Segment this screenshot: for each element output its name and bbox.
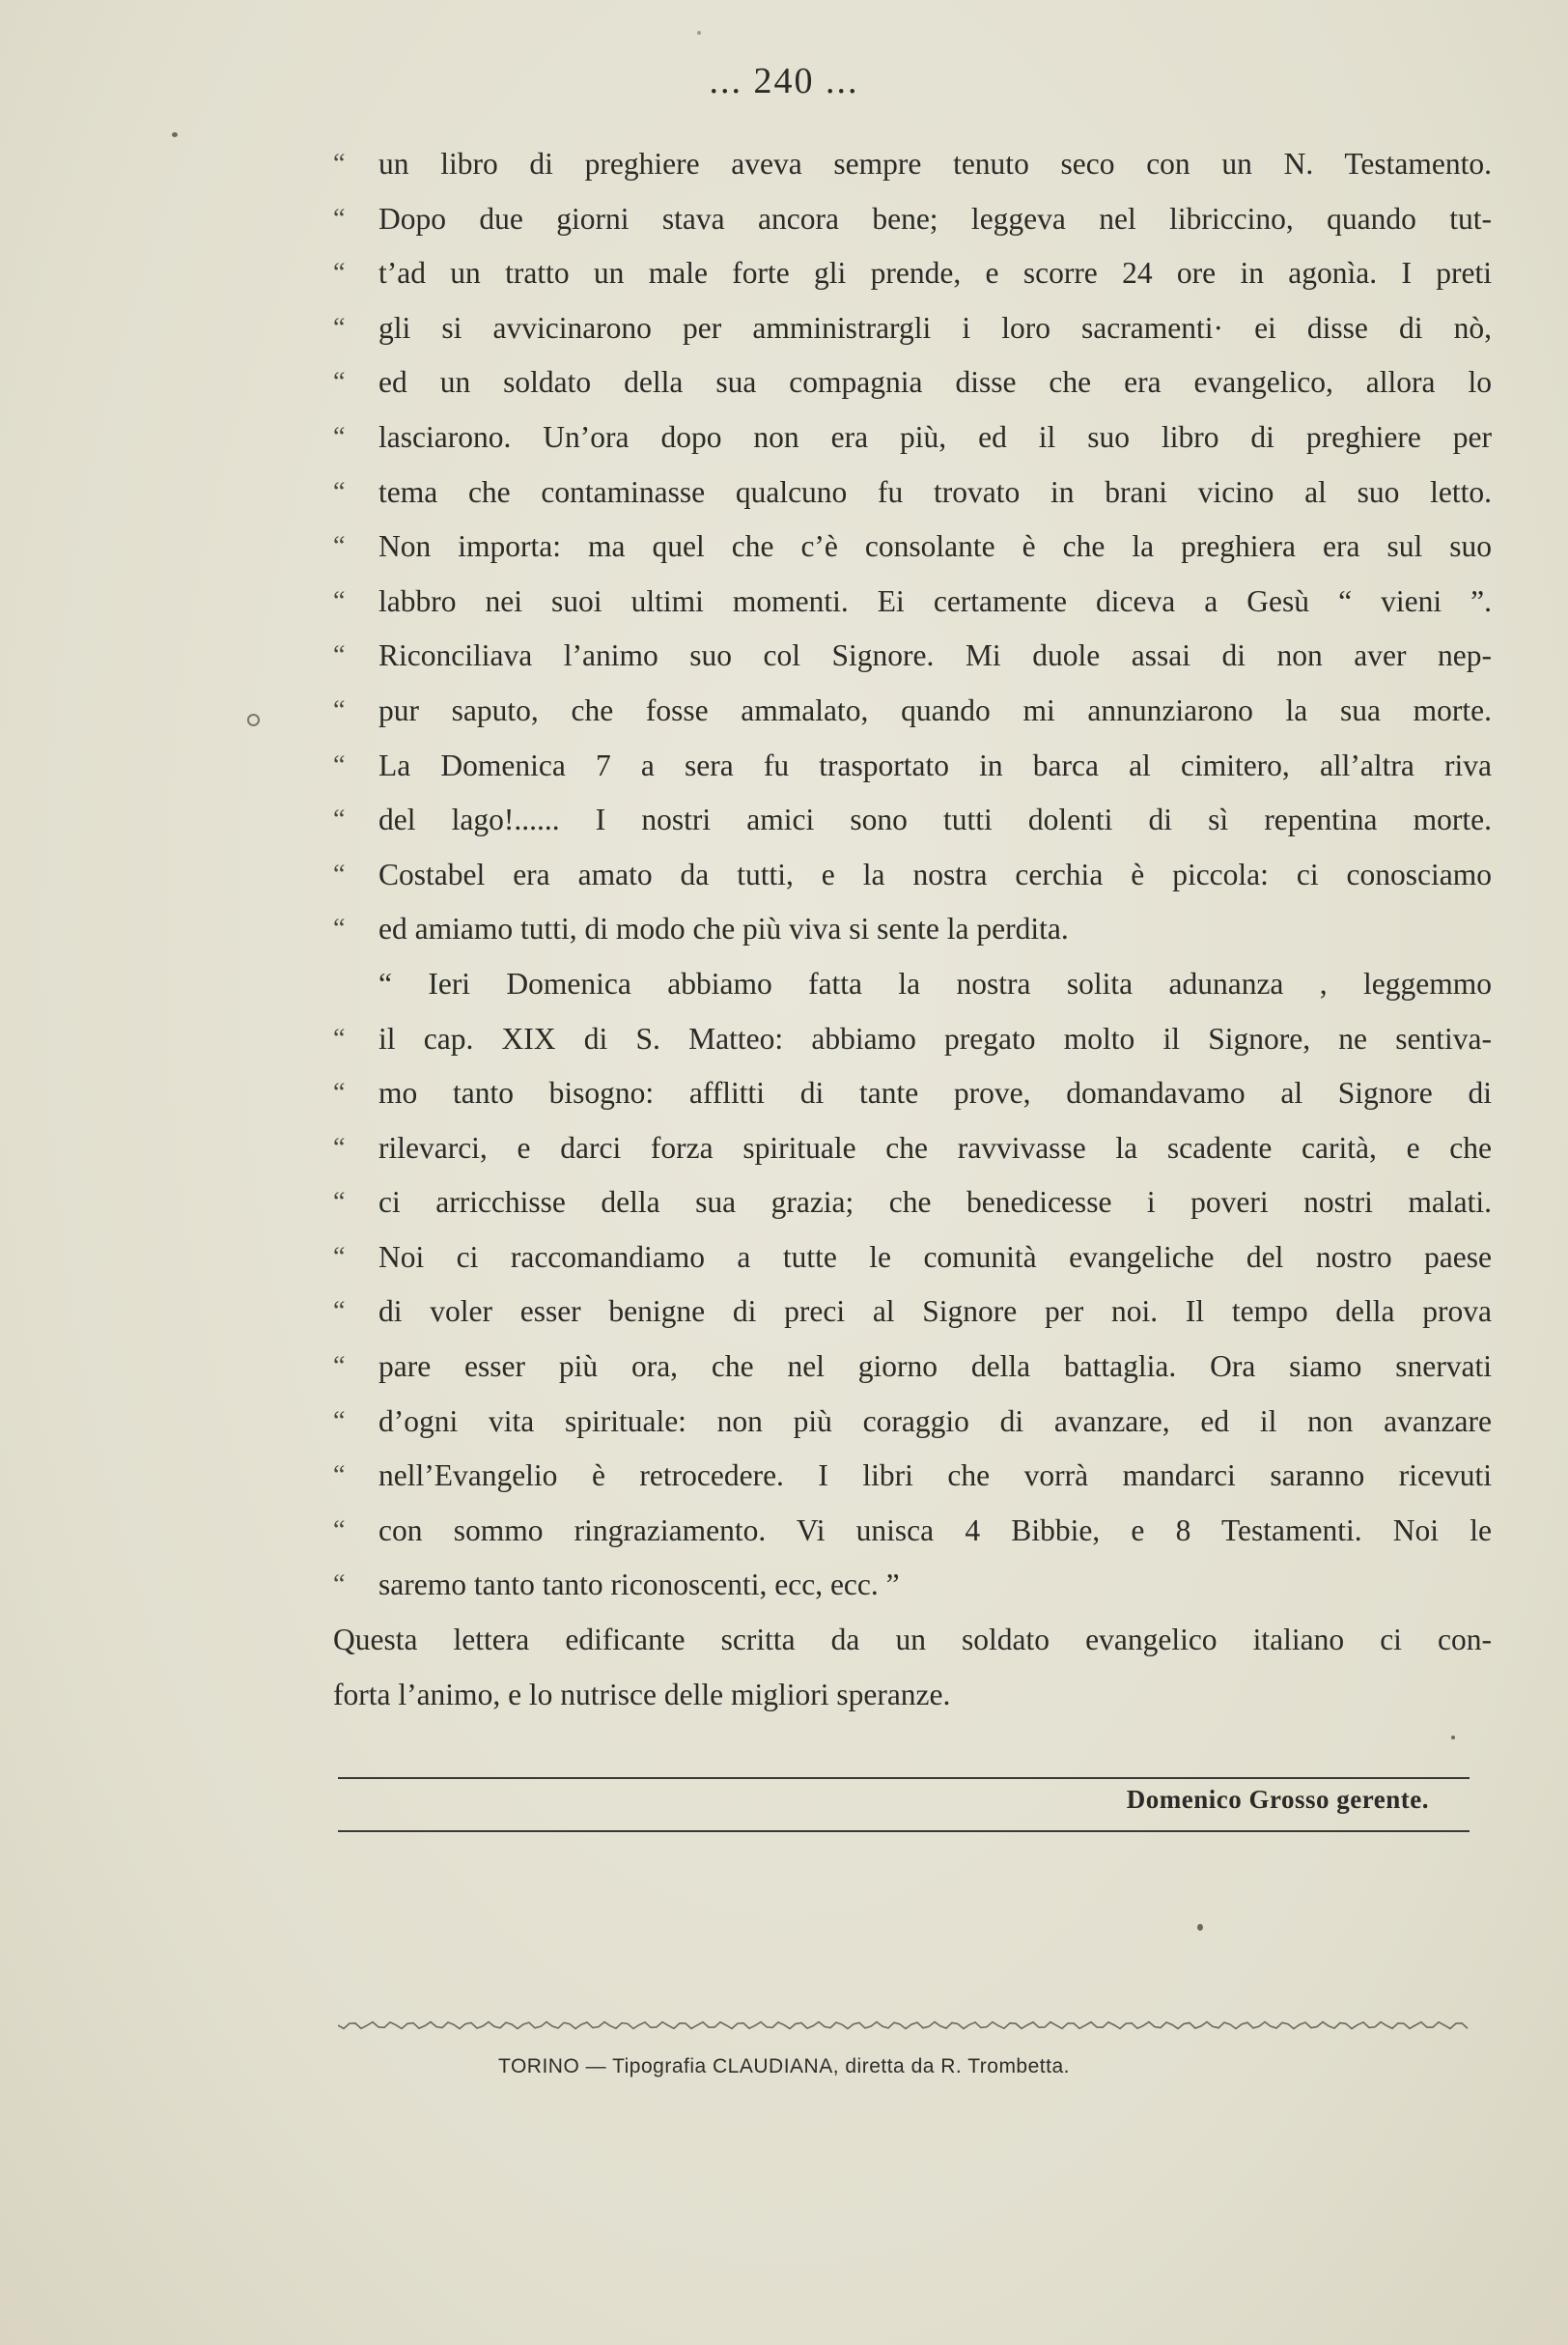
line-text: “ Ieri Domenica abbiamo fatta la nostra solita adunanza , leggemmo [378,966,1492,1001]
text-line [333,137,1492,192]
line-text: Non importa: ma quel che c’è consolante è che la preghiera era sul suo [378,529,1492,564]
line-text: lasciarono. Un’ora dopo non era più, ed il suo libro di preghiere per [378,419,1492,454]
text-line [333,1395,1492,1450]
text-line [333,629,1492,684]
line-text: il cap. XIX di S. Matteo: abbiamo pregato molto il Signore, ne sentiva- [378,1021,1492,1056]
quote-mark: “ [333,149,346,179]
quote-mark: “ [333,1241,346,1272]
line-text: nell’Evangelio è retrocedere. I libri che vorrà mandarci saranno ricevuti [378,1458,1492,1493]
line-text: gli si avvicinarono per amministrargli i loro sacramenti· ei disse di nò, [378,310,1492,345]
quote-mark: “ [333,1023,346,1054]
line-text: con sommo ringraziamento. Vi unisca 4 Bibbie, e 8 Testamenti. Noi le [378,1512,1492,1547]
quote-mark: “ [333,640,346,671]
quote-mark: “ [333,1078,346,1109]
quote-mark: “ [333,421,346,452]
quote-mark: “ [333,367,346,398]
line-text: Questa lettera edificante scritta da un soldato evangelico italiano ci con- [333,1623,1492,1657]
line-text: un libro di preghiere aveva sempre tenuto seco con un N. Testamento. [378,147,1492,181]
text-line [333,1066,1492,1121]
text-line [333,1340,1492,1395]
quote-mark: “ [333,749,346,780]
quote-mark: “ [333,312,346,343]
text-line [333,1175,1492,1230]
line-text: ed amiamo tutti, di modo che più viva si sente la perdita. [378,912,1069,946]
text-line [333,739,1492,794]
letter-text [333,137,1492,1722]
quote-mark: “ [333,1132,346,1163]
quote-mark: “ [333,805,346,835]
quote-mark: “ [333,859,346,890]
text-line [333,1449,1492,1504]
text-line [333,192,1492,247]
line-text: d’ogni vita spirituale: non più coraggio di avanzare, ed il non avanzare [378,1403,1492,1438]
text-line [333,848,1492,903]
text-line [333,902,1492,957]
quote-mark: “ [333,914,346,945]
speck [1197,1924,1203,1931]
text-line [333,1668,1492,1723]
line-text: tema che contaminasse qualcuno fu trovato in brani vicino al suo letto. [378,474,1492,509]
line-text: ed un soldato della sua compagnia disse che era evangelico, allora lo [378,365,1492,400]
speck [1451,1736,1455,1739]
top-rule [338,1777,1470,1779]
line-text: Dopo due giorni stava ancora bene; leggeva nel libriccino, quando tut- [378,201,1492,236]
text-line [333,1504,1492,1559]
text-line [333,957,1492,1012]
text-line [333,1121,1492,1176]
quote-mark: “ [333,1460,346,1491]
speck [172,132,178,137]
speck [697,31,701,35]
quote-mark: “ [333,1351,346,1382]
printer-imprint: TORINO — Tipografia CLAUDIANA, diretta da R. Trombetta. [498,2055,1070,2077]
quote-mark: “ [333,1569,346,1600]
text-line [333,246,1492,301]
speck [247,714,260,726]
quote-mark: “ [333,1405,346,1436]
quote-mark: “ [333,476,346,507]
line-text: Riconciliava l’animo suo col Signore. Mi duole assai di non aver nep- [378,638,1492,673]
line-text: ci arricchisse della sua grazia; che benedicesse i poveri nostri malati. [378,1185,1492,1220]
quote-mark: “ [333,1187,346,1218]
quote-mark: “ [333,1514,346,1545]
text-line [333,301,1492,356]
line-text: mo tanto bisogno: afflitti di tante prove, domandavamo al Signore di [378,1076,1492,1111]
quote-mark: “ [333,531,346,562]
text-line [333,575,1492,630]
line-text: forta l’animo, e lo nutrisce delle migliori speranze. [333,1677,951,1711]
line-text: pur saputo, che fosse ammalato, quando mi annunziarono la sua morte. [378,692,1492,727]
quote-mark: “ [333,258,346,289]
text-line [333,466,1492,521]
quote-mark: “ [333,585,346,616]
line-text: Costabel era amato da tutti, e la nostra cerchia è piccola: ci conosciamo [378,857,1492,891]
text-line [333,684,1492,739]
text-line [333,1558,1492,1613]
ornamental-wavy-rule [338,2019,1470,2032]
line-text: rilevarci, e darci forza spirituale che ravvivasse la scadente carità, e che [378,1130,1492,1165]
text-line [333,1613,1492,1668]
quote-mark: “ [333,203,346,234]
text-line [333,520,1492,575]
line-text: Noi ci raccomandiamo a tutte le comunità evangeliche del nostro paese [378,1239,1492,1274]
text-line [333,1285,1492,1340]
line-text: saremo tanto tanto riconoscenti, ecc, ecc. ” [378,1568,900,1602]
text-line [333,410,1492,466]
quote-mark: “ [333,694,346,725]
line-text: pare esser più ora, che nel giorno della battaglia. Ora siamo snervati [378,1349,1492,1384]
line-text: del lago!...... I nostri amici sono tutti dolenti di sì repentina morte. [378,803,1492,837]
line-text: di voler esser benigne di preci al Signore per noi. Il tempo della prova [378,1294,1492,1329]
text-line [333,355,1492,410]
text-line [333,1012,1492,1067]
quote-mark: “ [333,1296,346,1327]
bottom-rule [338,1830,1470,1832]
text-line [333,793,1492,848]
line-text: labbro nei suoi ultimi momenti. Ei certamente diceva a Gesù “ vieni ”. [378,583,1492,618]
line-text: La Domenica 7 a sera fu trasportato in barca al cimitero, all’altra riva [378,748,1492,782]
signature: Domenico Grosso gerente. [1126,1785,1429,1814]
page-number: ... 240 ... [709,61,859,101]
text-line [333,1230,1492,1286]
line-text: t’ad un tratto un male forte gli prende, e scorre 24 ore in agonìa. I preti [378,256,1492,291]
